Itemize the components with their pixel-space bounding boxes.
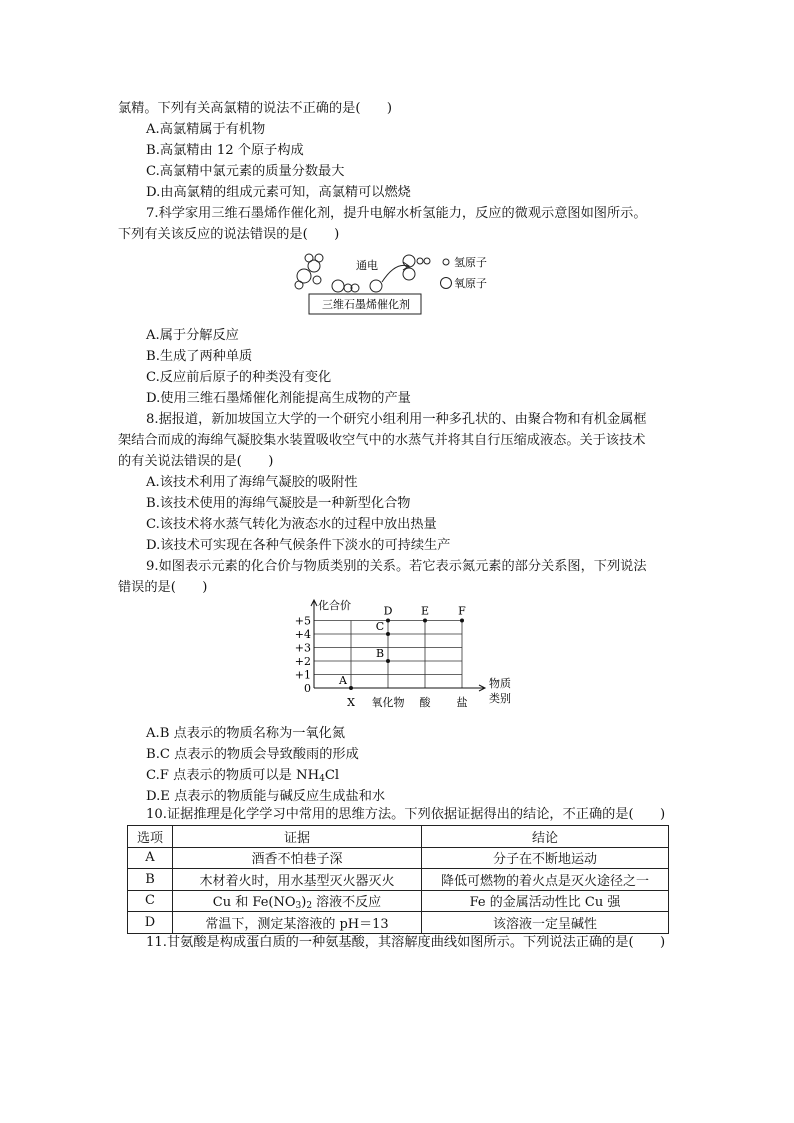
legend-oxygen-icon — [441, 278, 452, 289]
point-label: C — [375, 620, 385, 633]
q8-option-a: A.该技术利用了海绵气凝胶的吸附性 — [146, 475, 358, 490]
hydrogen-atom-icon — [424, 258, 430, 264]
q7-option-a: A.属于分解反应 — [146, 328, 239, 343]
x-axis-label: 物质 — [489, 677, 511, 690]
q9-option-a: A.B 点表示的物质名称为一氧化氮 — [146, 726, 346, 741]
table-header-row — [128, 826, 669, 848]
header-option: 选项 — [128, 826, 173, 848]
q9-option-b: B.C 点表示的物质会导致酸雨的形成 — [146, 747, 359, 762]
oxygen-atom-icon — [403, 268, 415, 280]
header-conclusion: 结论 — [422, 826, 669, 848]
evidence-part: Cu 和 Fe(NO — [212, 894, 296, 910]
data-point — [460, 619, 464, 623]
q8-option-c: C.该技术将水蒸气转化为液态水的过程中放出热量 — [146, 517, 437, 532]
q6-option-b: B.高氯精由 12 个原子构成 — [146, 143, 304, 158]
q8-option-b: B.该技术使用的海绵气凝胶是一种新型化合物 — [146, 496, 411, 511]
row-option: A — [128, 847, 173, 869]
x-tick-label: 氧化物 — [371, 696, 405, 709]
reaction-arrow-icon — [382, 265, 408, 282]
point-label: B — [375, 647, 385, 660]
q9-valence-chart — [286, 598, 511, 720]
x-tick-label: X — [347, 696, 355, 709]
q7-option-b: B.生成了两种单质 — [146, 349, 253, 364]
table-row — [128, 912, 669, 934]
q7-option-c: C.反应前后原子的种类没有变化 — [146, 370, 332, 385]
q6-option-a: A.高氯精属于有机物 — [146, 122, 266, 137]
table-row — [128, 890, 669, 912]
row-evidence — [173, 890, 422, 912]
point-label: E — [420, 604, 430, 618]
q7-reaction-svg — [290, 248, 510, 318]
q9-option-c — [146, 767, 339, 788]
data-point — [386, 619, 390, 623]
x-tick-label: 酸 — [419, 696, 431, 709]
q8-stem-line3: 的有关说法错误的是( ) — [118, 454, 274, 469]
row-conclusion: 降低可燃物的着火点是灭火途径之一 — [422, 869, 669, 891]
row-conclusion: 分子在不断地运动 — [422, 847, 669, 869]
legend-hydrogen-label: 氢原子 — [454, 256, 487, 269]
data-point — [386, 659, 390, 663]
q9-stem-line1: 9.如图表示元素的化合价与物质类别的关系。若它表示氮元素的部分关系图，下列说法 — [146, 559, 647, 574]
point-label: D — [383, 604, 393, 618]
row-option: D — [128, 912, 173, 934]
catalyst-label: 三维石墨烯催化剂 — [322, 298, 410, 311]
y-tick-label: +4 — [294, 628, 311, 641]
row-evidence: 常温下，测定某溶液的 pH＝13 — [173, 912, 422, 934]
evidence-part: 溶液不反应 — [312, 894, 382, 910]
oxygen-atom-icon — [370, 280, 382, 292]
evidence-sub: 3 — [295, 900, 302, 911]
y-tick-label: +2 — [294, 655, 311, 668]
y-tick-label: 0 — [304, 682, 311, 695]
x-tick-label: 盐 — [456, 696, 468, 709]
y-axis-label: 化合价 — [318, 599, 351, 612]
legend-hydrogen-icon — [443, 259, 449, 265]
q10-evidence-table — [127, 825, 669, 934]
q9-stem-line2: 错误的是( ) — [118, 580, 208, 595]
data-point — [349, 686, 353, 690]
hydrogen-atom-icon — [313, 276, 321, 284]
q6-stem: 氯精。下列有关高氯精的说法不正确的是( ) — [118, 101, 393, 116]
table-row — [128, 847, 669, 869]
row-evidence: 木材着火时，用水基型灭火器灭火 — [173, 869, 422, 891]
data-point — [386, 632, 390, 636]
q8-stem-line2: 架结合而成的海绵气凝胶集水装置吸收空气中的水蒸气并将其自行压缩成液态。关于该技术 — [118, 433, 646, 448]
q8-stem-line1: 8.据报道，新加坡国立大学的一个研究小组利用一种多孔状的、由聚合物和有机金属框 — [146, 412, 647, 427]
q7-stem-line1: 7.科学家用三维石墨烯作催化剂，提升电解水析氢能力，反应的微观示意图如图所示。 — [146, 206, 647, 221]
row-conclusion: Fe 的金属活动性比 Cu 强 — [422, 890, 669, 912]
row-option: C — [128, 890, 173, 912]
row-conclusion: 该溶液一定呈碱性 — [422, 912, 669, 934]
q7-stem-line2: 下列有关该反应的说法错误的是( ) — [118, 227, 340, 242]
evidence-sub: 2 — [306, 900, 313, 911]
oxygen-atom-icon — [403, 255, 415, 267]
y-tick-label: +1 — [294, 668, 311, 682]
q7-reaction-diagram — [290, 248, 510, 318]
row-option: B — [128, 869, 173, 891]
q11-stem: 11.甘氨酸是构成蛋白质的一种氨基酸，其溶解度曲线如图所示。下列说法正确的是( ) — [146, 935, 666, 950]
q6-option-d: D.由高氯精的组成元素可知，高氯精可以燃烧 — [146, 185, 411, 200]
q7-option-d: D.使用三维石墨烯催化剂能提高生成物的产量 — [146, 391, 411, 406]
q8-option-d: D.该技术可实现在各种气候条件下淡水的可持续生产 — [146, 538, 451, 553]
point-label: F — [458, 604, 466, 618]
point-label: A — [339, 674, 347, 687]
q6-option-c: C.高氯精中氯元素的质量分数最大 — [146, 164, 345, 179]
legend-oxygen-label: 氧原子 — [454, 277, 487, 290]
hydrogen-atom-icon — [295, 281, 303, 289]
hydrogen-atom-icon — [417, 258, 423, 264]
header-evidence: 证据 — [173, 826, 422, 848]
oxygen-atom-icon — [308, 260, 320, 272]
table-row — [128, 869, 669, 891]
arrow-label: 通电 — [356, 259, 378, 272]
q9-option-c-tail: Cl — [324, 768, 340, 783]
data-point — [423, 619, 427, 623]
row-evidence: 酒香不怕巷子深 — [173, 847, 422, 869]
y-tick-label: +5 — [294, 614, 311, 628]
q9-option-c-sub: 4 — [319, 774, 325, 784]
x-axis-label: 类别 — [489, 692, 511, 705]
oxygen-atom-icon — [332, 280, 344, 292]
q9-chart-svg — [286, 598, 511, 720]
y-tick-label: +3 — [294, 641, 311, 655]
q9-option-d: D.E 点表示的物质能与碱反应生成盐和水 — [146, 789, 386, 804]
q10-stem: 10.证据推理是化学学习中常用的思维方法。下列依据证据得出的结论，不正确的是( ) — [146, 807, 666, 822]
evidence-part: ) — [301, 894, 307, 910]
q9-option-c-text: C.F 点表示的物质可以是 NH — [146, 768, 320, 783]
